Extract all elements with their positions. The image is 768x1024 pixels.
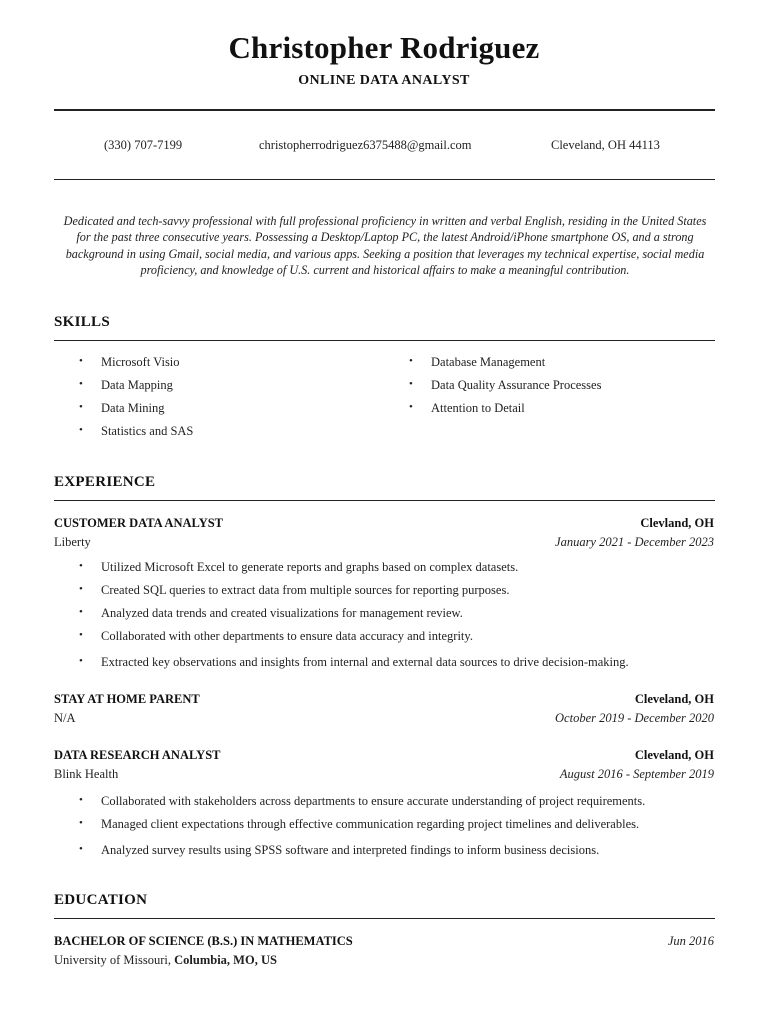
contact-email: christopherrodriguez6375488@gmail.com: [259, 138, 472, 152]
school-line: [54, 953, 277, 968]
header-divider-top: [54, 109, 715, 111]
job-title: DATA RESEARCH ANALYST: [54, 748, 221, 762]
school-location: Columbia, MO, US: [174, 953, 277, 967]
job-company: Liberty: [54, 535, 91, 549]
bullet-icon: •: [79, 401, 83, 413]
job-title: CUSTOMER DATA ANALYST: [54, 516, 224, 530]
job-bullet: • Extracted key observations and insights from internal and external data sources to drive decision-making.: [79, 655, 629, 669]
skills-divider: [54, 340, 715, 341]
job-location: Clevland, OH: [640, 516, 714, 530]
job-dates: January 2021 - December 2023: [555, 535, 714, 549]
job-bullet: • Created SQL queries to extract data from multiple sources for reporting purposes.: [79, 583, 510, 597]
bullet-icon: •: [79, 817, 83, 829]
candidate-name: Christopher Rodriguez: [228, 30, 540, 65]
skill-item: • Data Quality Assurance Processes: [409, 378, 602, 392]
job-company: N/A: [54, 711, 76, 725]
degree-date: Jun 2016: [667, 934, 714, 948]
skill-item: • Attention to Detail: [409, 401, 525, 415]
bullet-icon: •: [79, 606, 83, 618]
skill-item: • Data Mapping: [79, 378, 173, 392]
header-divider-bottom: [54, 179, 715, 180]
bullet-icon: •: [79, 560, 83, 572]
job-dates: August 2016 - September 2019: [559, 767, 714, 781]
bullet-icon: •: [409, 378, 413, 390]
bullet-icon: •: [79, 655, 83, 667]
bullet-icon: •: [79, 629, 83, 641]
bullet-icon: •: [79, 355, 83, 367]
job-bullet: • Utilized Microsoft Excel to generate reports and graphs based on complex datasets.: [79, 560, 519, 574]
contact-phone: (330) 707-7199: [104, 138, 183, 152]
skill-item: • Microsoft Visio: [79, 355, 180, 369]
job-dates: October 2019 - December 2020: [555, 711, 714, 725]
education-divider: [54, 918, 715, 919]
bullet-icon: •: [79, 794, 83, 806]
skill-item: • Data Mining: [79, 401, 165, 415]
skills-heading: SKILLS: [54, 314, 110, 330]
bullet-icon: •: [79, 843, 83, 855]
job-bullet: • Analyzed survey results using SPSS software and interpreted findings to inform business decisions.: [79, 843, 600, 857]
contact-location: Cleveland, OH 44113: [551, 138, 660, 152]
degree-title: BACHELOR OF SCIENCE (B.S.) IN MATHEMATICS: [54, 934, 353, 948]
experience-divider: [54, 500, 715, 501]
job-bullet: • Collaborated with other departments to ensure data accuracy and integrity.: [79, 629, 473, 643]
job-bullet: • Collaborated with stakeholders across departments to ensure accurate understanding of project requirements.: [79, 794, 646, 808]
job-location: Cleveland, OH: [634, 748, 714, 762]
skill-item: • Database Management: [409, 355, 546, 369]
bullet-icon: •: [409, 401, 413, 413]
school-name: University of Missouri,: [54, 953, 172, 967]
skill-item: • Statistics and SAS: [79, 424, 194, 438]
job-bullet: • Managed client expectations through effective communication regarding project timelines and deliverables.: [79, 817, 640, 831]
bullet-icon: •: [409, 355, 413, 367]
candidate-title: ONLINE DATA ANALYST: [298, 73, 470, 88]
bullet-icon: •: [79, 378, 83, 390]
bullet-icon: •: [79, 583, 83, 595]
experience-heading: EXPERIENCE: [54, 474, 156, 490]
job-bullet: • Analyzed data trends and created visualizations for management review.: [79, 606, 463, 620]
education-heading: EDUCATION: [54, 892, 148, 908]
job-company: Blink Health: [54, 767, 119, 781]
job-location: Cleveland, OH: [634, 692, 714, 706]
job-title: STAY AT HOME PARENT: [54, 692, 200, 706]
professional-summary: Dedicated and tech-savvy professional with full professional proficiency in written and verbal English, residing in the United States for the past three consecutive years. Possessing a Desktop/Laptop PC, the latest Android/iPhone smartphone OS, and a strong background in using Gmail, social media, and various apps. Seeking a position that leverages my technical expertise, social media proficiency, and knowledge of U.S. current and historical affairs to make a meaningful contribution.: [63, 214, 707, 278]
bullet-icon: •: [79, 424, 83, 436]
